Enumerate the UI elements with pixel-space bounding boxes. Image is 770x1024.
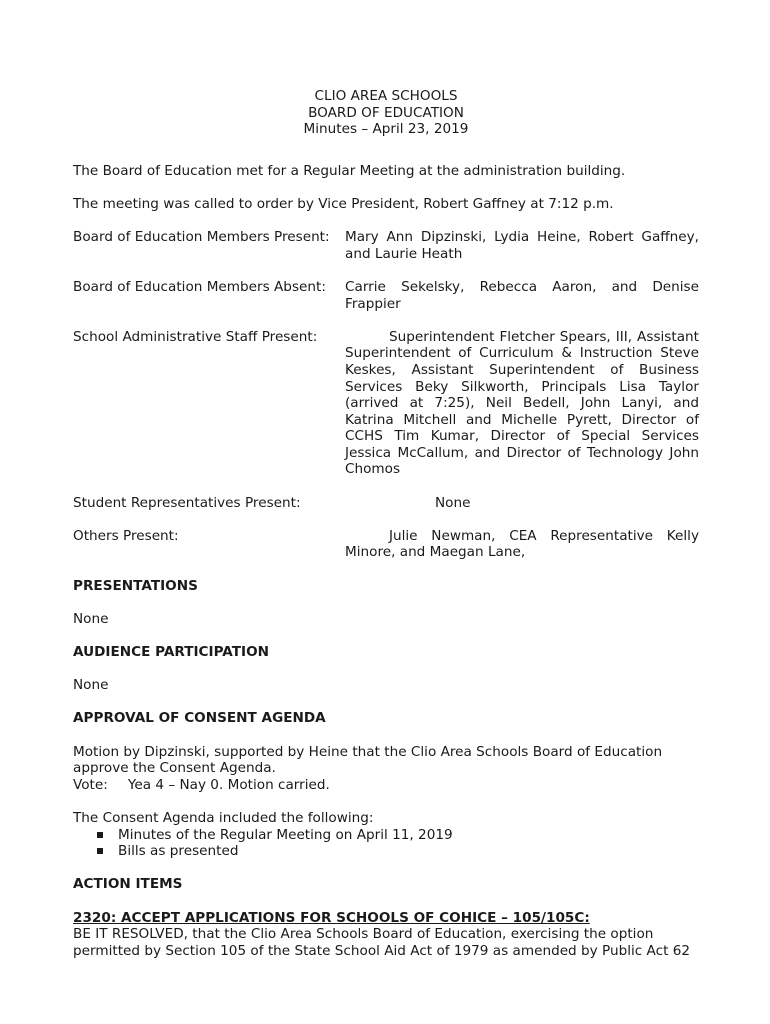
attendance-value: Carrie Sekelsky, Rebecca Aaron, and Denise Frappier [345,278,699,312]
consent-vote [73,777,330,793]
attendance-admin-staff [73,329,699,478]
action-items-heading: ACTION ITEMS [73,876,183,893]
attendance-value: Julie Newman, CEA Representative Kelly Minore, and Maegan Lane, [345,527,699,561]
list-item [91,843,699,860]
square-bullet-icon [97,848,103,854]
consent-heading: APPROVAL OF CONSENT AGENDA [73,710,326,727]
document-header [73,88,699,138]
vote-label: Vote: [73,776,108,793]
square-bullet-icon [97,832,103,838]
board-name: BOARD OF EDUCATION [308,104,464,121]
attendance-label: Board of Education Members Absent: [73,278,326,295]
audience-heading: AUDIENCE PARTICIPATION [73,644,270,660]
attendance-student-reps [73,495,699,512]
consent-motion-block [73,744,699,794]
attendance-label: School Administrative Staff Present: [73,328,318,345]
attendance-members-absent [73,279,699,312]
consent-motion: Motion by Dipzinski, supported by Heine that the Clio Area Schools Board of Education approve the Consent Agenda. [73,743,663,777]
audience-body: None [73,677,109,694]
attendance-label: Others Present: [73,527,179,544]
attendance-label: Student Representatives Present: [73,494,301,511]
attendance-members-present [73,229,699,262]
attendance-value: Mary Ann Dipzinski, Lydia Heine, Robert Gaffney, and Laurie Heath [345,229,699,262]
minutes-document [73,88,699,959]
presentations-body: None [73,610,109,627]
vote-result: Yea 4 – Nay 0. Motion carried. [127,776,330,793]
resolution-text-line: BE IT RESOLVED, that the Clio Area Schools Board of Education, exercising the option [73,926,654,943]
presentations-heading: PRESENTATIONS [73,577,198,594]
intro-call-to-order: The meeting was called to order by Vice President, Robert Gaffney at 7:12 p.m. [73,195,614,212]
resolution-title: 2320: ACCEPT APPLICATIONS FOR SCHOOLS OF COHICE – 105/105C: [73,909,590,926]
attendance-label: Board of Education Members Present: [73,229,330,246]
minutes-date: Minutes – April 23, 2019 [303,121,469,138]
attendance-others [73,528,699,561]
consent-item-text: Minutes of the Regular Meeting on April 11, 2019 [118,826,453,843]
attendance-value: Superintendent Fletcher Spears, III, Assistant Superintendent of Curriculum & Instruction Steve Keskes, Assistant Superintendent of Business Services Beky Silkworth, Principals Lisa Taylor (arrived at 7:25), Neil Bedell, John Lanyi, and Katrina Mitchell and Michelle Pyrett, Director of CCHS Tim Kumar, Director of Special Services Jessica McCallum, and Director of Technology John Chomos [345,328,699,478]
consent-included-intro: The Consent Agenda included the following: [73,809,374,826]
district-name: CLIO AREA SCHOOLS [314,88,458,104]
intro-meeting-type: The Board of Education met for a Regular Meeting at the administration building. [73,162,626,179]
consent-included-block [73,810,699,860]
resolution-text-line: permitted by Section 105 of the State School Aid Act of 1979 as amended by Public Act 62 [73,942,691,959]
attendance-value: None [435,494,471,511]
consent-items-list [73,827,699,860]
consent-item-text: Bills as presented [118,843,239,860]
resolution-block [73,910,699,960]
list-item [91,827,699,844]
